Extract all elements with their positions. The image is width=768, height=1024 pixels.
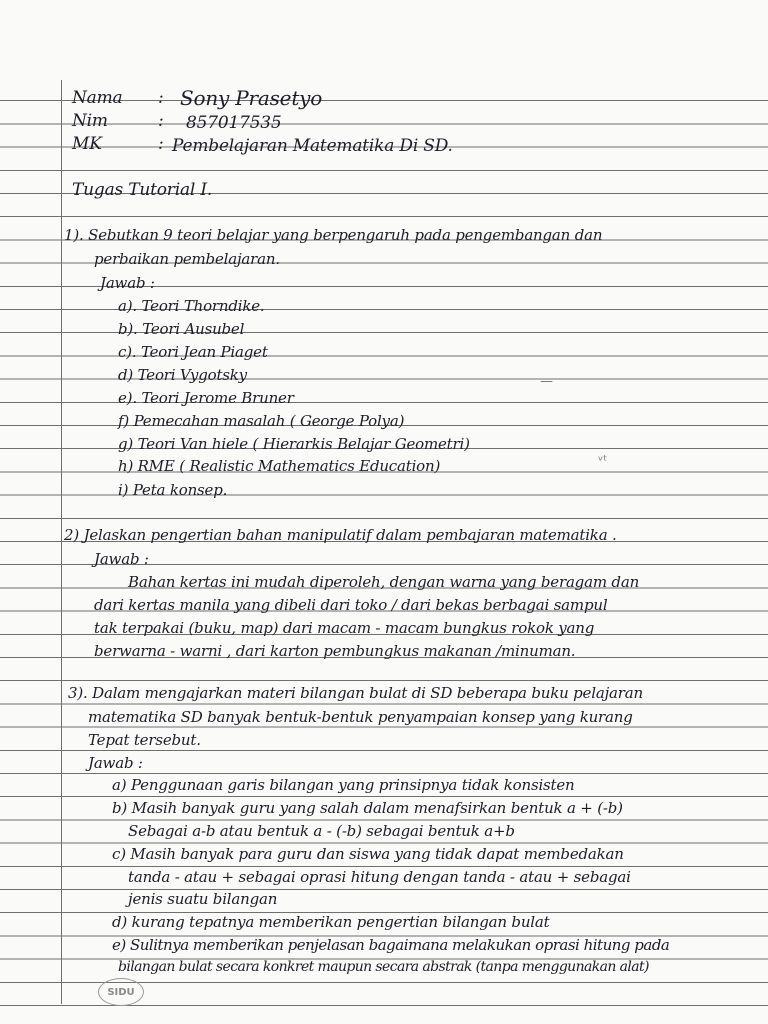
q3-item: a) Penggunaan garis bilangan yang prinsipnya tidak konsisten (112, 776, 575, 794)
q2-answer-line: tak terpakai (buku, map) dari macam - macam bungkus rokok yang (94, 619, 595, 637)
q1-item: a). Teori Thorndike. (118, 297, 265, 315)
q1-question-line2: perbaikan pembelajaran. (94, 250, 280, 268)
q3-item: c) Masih banyak para guru dan siswa yang tidak dapat membedakan (112, 845, 624, 863)
q1-item: d) Teori Vygotsky (118, 366, 247, 384)
q1-item: g) Teori Van hiele ( Hierarkis Belajar Geometri) (118, 435, 470, 453)
q3-item: tanda - atau + sebagai oprasi hitung dengan tanda - atau + sebagai (128, 868, 631, 886)
q3-question-line2: matematika SD banyak bentuk-bentuk penyampaian konsep yang kurang (88, 708, 633, 726)
mk-label: MK (72, 134, 102, 154)
q3-question-line1: 3). Dalam mengajarkan materi bilangan bulat di SD beberapa buku pelajaran (68, 684, 643, 702)
page-title: Tugas Tutorial I. (72, 180, 213, 200)
q3-question-line3: Tepat tersebut. (88, 731, 201, 749)
q3-item: e) Sulitnya memberikan penjelasan bagaimana melakukan oprasi hitung pada (112, 936, 670, 954)
mk-value: Pembelajaran Matematika Di SD. (172, 136, 453, 156)
sidu-logo: SIDU (98, 978, 144, 1006)
q3-item: jenis suatu bilangan (128, 890, 278, 908)
q3-item: bilangan bulat secara konkret maupun secara abstrak (tanpa menggunakan alat) (118, 959, 649, 975)
stray-mark: ᵛᵗ (598, 454, 608, 469)
q1-item: f) Pemecahan masalah ( George Polya) (118, 412, 405, 430)
stray-mark: — (540, 374, 553, 389)
q1-item: b). Teori Ausubel (118, 320, 245, 338)
q2-jawab: Jawab : (94, 550, 149, 568)
q3-item: d) kurang tepatnya memberikan pengertian bilangan bulat (112, 913, 550, 931)
nim-label: Nim (72, 111, 108, 131)
q1-item: i) Peta konsep. (118, 481, 228, 499)
q1-item: e). Teori Jerome Bruner (118, 389, 294, 407)
nama-value: Sony Prasetyo (180, 86, 323, 110)
q2-question: 2) Jelaskan pengertian bahan manipulatif dalam pembajaran matematika . (64, 526, 617, 544)
q2-answer-line: dari kertas manila yang dibeli dari toko / dari bekas berbagai sampul (94, 596, 608, 614)
margin-line (61, 80, 62, 1004)
q3-jawab: Jawab : (88, 754, 143, 772)
mk-separator: : (158, 134, 164, 154)
nama-label: Nama (72, 88, 123, 108)
nim-value: 857017535 (186, 113, 282, 133)
q1-item: c). Teori Jean Piaget (118, 343, 268, 361)
q1-jawab: Jawab : (100, 274, 155, 292)
q2-answer-line: Bahan kertas ini mudah diperoleh, dengan warna yang beragam dan (128, 573, 640, 591)
q3-item: b) Masih banyak guru yang salah dalam menafsirkan bentuk a + (-b) (112, 799, 623, 817)
q2-answer-line: berwarna - warni , dari karton pembungkus makanan /minuman. (94, 642, 576, 660)
q3-item: Sebagai a-b atau bentuk a - (-b) sebagai bentuk a+b (128, 822, 515, 840)
nama-separator: : (158, 88, 164, 108)
nim-separator: : (158, 111, 164, 131)
q1-question-line1: 1). Sebutkan 9 teori belajar yang berpengaruh pada pengembangan dan (64, 226, 603, 244)
q1-item: h) RME ( Realistic Mathematics Education) (118, 457, 441, 475)
